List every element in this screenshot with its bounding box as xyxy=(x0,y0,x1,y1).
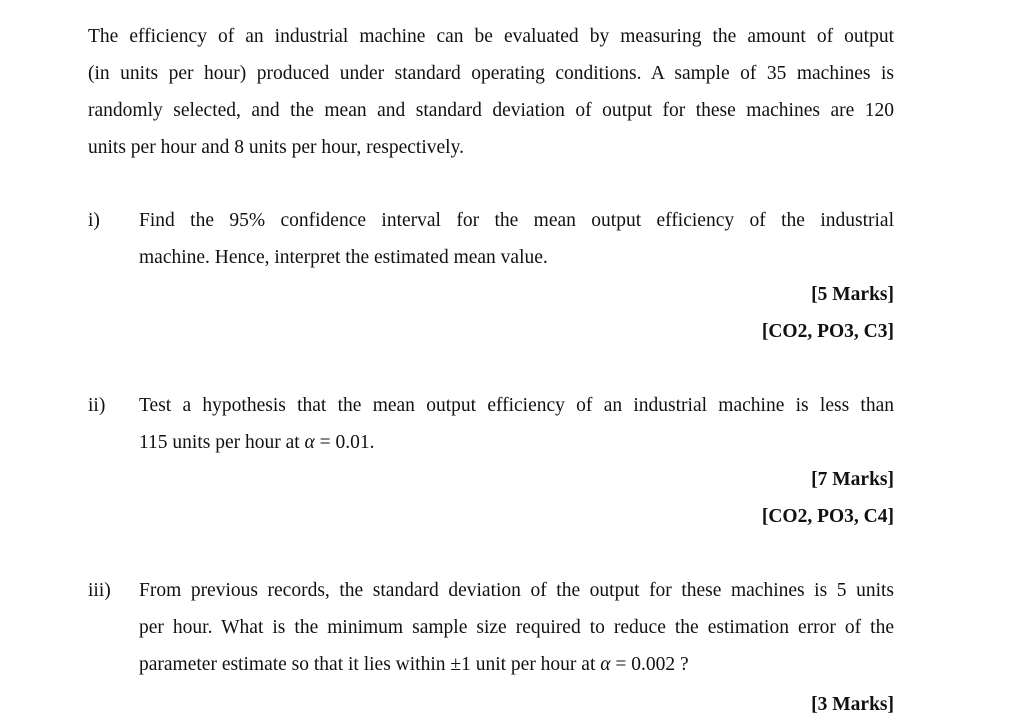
intro-paragraph xyxy=(88,18,894,166)
course-outcomes-label: [CO2, PO3, C4] xyxy=(761,506,894,527)
marks-label: [7 Marks] xyxy=(811,469,894,490)
question-line: machine. Hence, interpret the estimated mean value. xyxy=(139,247,548,268)
equals-sign: = xyxy=(314,432,336,453)
question-ii xyxy=(88,387,894,537)
alpha-symbol: α xyxy=(600,654,611,675)
equals-sign: = xyxy=(610,654,632,675)
intro-line: units per hour and 8 units per hour, respectively. xyxy=(88,137,464,158)
question-text xyxy=(139,572,894,683)
question-line-with-alpha xyxy=(139,646,894,683)
question-line: 115 units per hour at xyxy=(139,432,305,453)
alpha-symbol: α xyxy=(304,432,315,453)
line-end: . xyxy=(369,432,375,453)
intro-line: (in units per hour) produced under standard operating conditions. A sample of 35 machines is xyxy=(88,63,894,84)
alpha-value: 0.01 xyxy=(335,432,370,453)
marks-label: [3 Marks] xyxy=(811,694,894,715)
question-iii xyxy=(88,572,894,715)
intro-line: randomly selected, and the mean and standard deviation of output for these machines are 120 xyxy=(88,100,894,121)
marks-label: [5 Marks] xyxy=(811,284,894,305)
question-number: ii) xyxy=(88,395,106,416)
intro-line: The efficiency of an industrial machine can be evaluated by measuring the amount of output xyxy=(88,26,894,47)
alpha-value: 0.002 xyxy=(631,654,676,675)
course-outcomes-label: [CO2, PO3, C3] xyxy=(761,321,894,342)
question-line: Find the 95% confidence interval for the mean output efficiency of the industrial xyxy=(139,210,894,231)
question-line-with-alpha xyxy=(139,424,894,461)
question-number: i) xyxy=(88,210,100,231)
question-number: iii) xyxy=(88,580,111,601)
question-i xyxy=(88,202,894,352)
question-text xyxy=(139,387,894,461)
question-line: parameter estimate so that it lies within ±1 unit per hour at xyxy=(139,654,601,675)
question-text xyxy=(139,202,894,276)
question-line: per hour. What is the minimum sample size required to reduce the estimation error of the xyxy=(139,617,894,638)
line-end: ? xyxy=(675,654,689,675)
question-line: From previous records, the standard deviation of the output for these machines is 5 units xyxy=(139,580,894,601)
question-line: Test a hypothesis that the mean output efficiency of an industrial machine is less than xyxy=(139,395,894,416)
